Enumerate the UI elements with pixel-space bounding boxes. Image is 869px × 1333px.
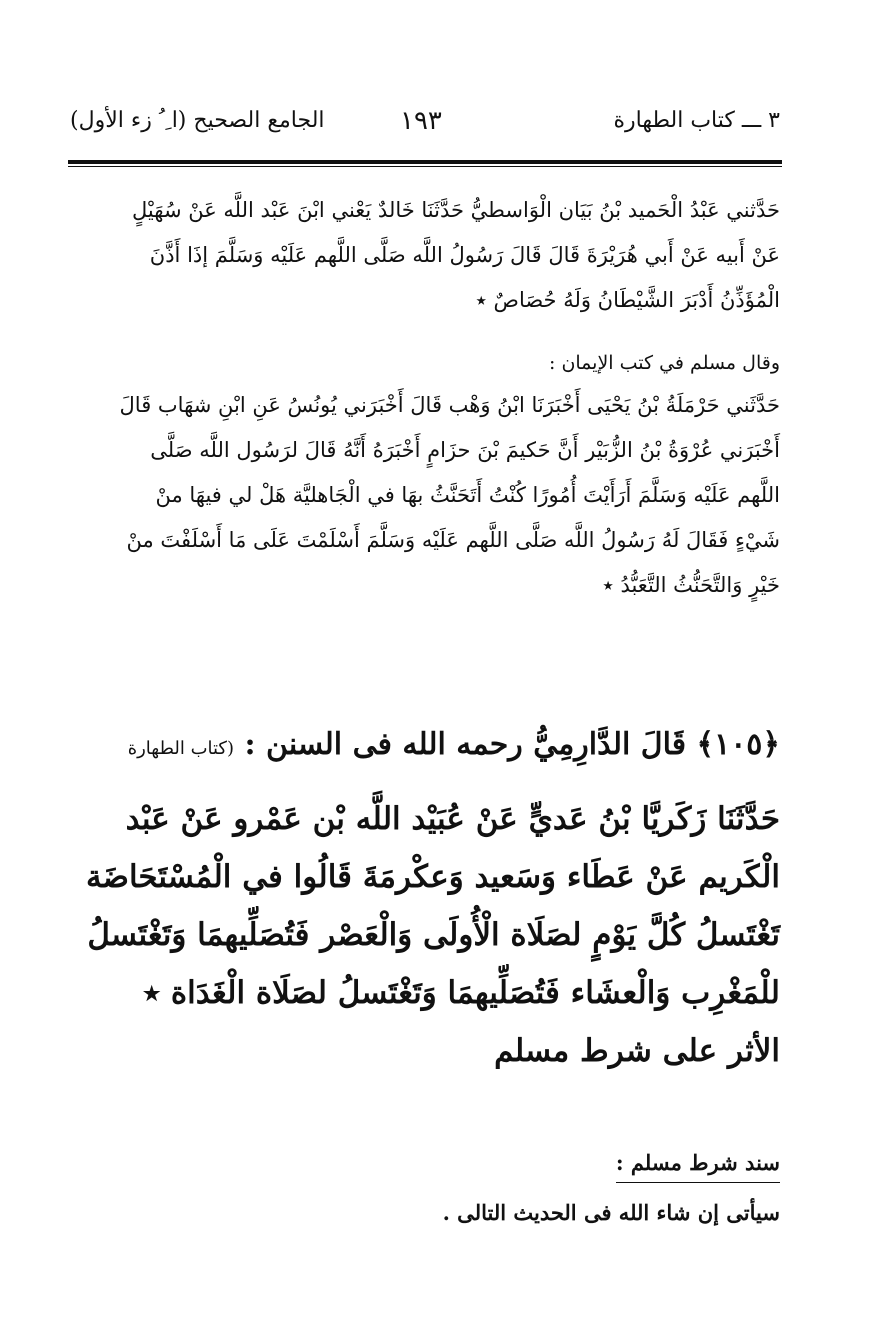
paragraph-2 bbox=[80, 383, 780, 608]
text-line: حَدَّثَني حَرْمَلَةُ بْنُ يَحْيَى أَخْبَرَنَا ابْنُ وَهْب قَالَ أَخْبَرَني يُونُسُ عَنِ ابْنِ شهَاب قَالَ bbox=[119, 393, 780, 417]
header-rule-thin bbox=[68, 166, 782, 167]
text-line: شَيْءٍ فَقَالَ لَهُ رَسُولُ اللَّه صَلَّى اللَّهم عَلَيْه وَسَلَّمَ أَسْلَمْتَ عَلَى مَا أَسْلَفْتَ منْ bbox=[126, 528, 780, 552]
note-heading: سند شرط مسلم : bbox=[616, 1148, 780, 1183]
text-line: اللَّهم عَلَيْه وَسَلَّمَ أَرَأَيْتَ أُمُورًا كُنْتُ أَتَحَنَّثُ بهَا في الْجَاهليَّة هَلْ لي فيهَا منْ bbox=[155, 483, 780, 507]
text-line: الْمُؤَذِّنُ أَدْبَرَ الشَّيْطَانُ وَلَهُ حُصَاصٌ ٭ bbox=[475, 288, 780, 312]
note-heading-wrap bbox=[616, 1148, 780, 1183]
hadith-heading bbox=[128, 727, 780, 762]
hadith-text bbox=[60, 790, 780, 1080]
source-note: (كتاب الطهارة bbox=[127, 738, 235, 759]
header-rule bbox=[68, 160, 782, 164]
paragraph-1 bbox=[80, 188, 780, 323]
subheading-muslim: وقال مسلم في كتب الإيمان : bbox=[549, 352, 780, 374]
text-line: خَيْرٍ وَالتَّحَنُّثُ التَّعَبُّدُ ٭ bbox=[602, 573, 780, 597]
page-header bbox=[70, 108, 780, 148]
text-line: أَخْبَرَني عُرْوَةُ بْنُ الزُّبَيْر أَنَّ حَكيمَ بْنَ حزَامٍ أَخْبَرَهُ أَنَّهُ قَالَ لرَسُول اللَّه صَلَّى bbox=[150, 438, 780, 462]
hadith-line: تَغْتَسلُ كُلَّ يَوْمٍ لصَلَاة الْأُولَى وَالْعَصْر فَتُصَلِّيهمَا وَتَغْتَسلُ bbox=[87, 917, 780, 953]
chapter-title: ٣ ـــ كتاب الطهارة bbox=[613, 108, 780, 133]
hadith-number: ﴿١٠٥﴾ bbox=[696, 727, 780, 762]
hadith-line: للْمَغْرِب وَالْعشَاء فَتُصَلِّيهمَا وَتَغْتَسلُ لصَلَاة الْغَدَاة ٭ bbox=[143, 975, 780, 1011]
page-number: ١٩٣ bbox=[400, 106, 442, 136]
text-line: عَنْ أَبيه عَنْ أَبي هُرَيْرَةَ قَالَ قَالَ رَسُولُ اللَّه صَلَّى اللَّهم عَلَيْه وَسَلَّمَ إذَا أَذَّنَ bbox=[149, 243, 780, 267]
hadith-line: الأثر على شرط مسلم bbox=[494, 1033, 780, 1069]
note-text: سيأتى إن شاء الله فى الحديث التالى . bbox=[442, 1200, 780, 1225]
hadith-line: الْكَريم عَنْ عَطَاء وَسَعيد وَعكْرمَةَ قَالُوا في الْمُسْتَحَاضَة bbox=[86, 859, 780, 895]
book-title: الجامع الصحيح (ا ِ ُ زء الأول) bbox=[70, 108, 325, 133]
hadith-intro: قَالَ الدَّارِمِيُّ رحمه الله فى السنن : bbox=[244, 727, 687, 762]
text-line: حَدَّثني عَبْدُ الْحَميد بْنُ بَيَان الْوَاسطيُّ حَدَّثَنَا خَالدٌ يَعْني ابْنَ عَبْد اللَّه عَنْ سُهَيْلٍ bbox=[132, 198, 780, 222]
hadith-line: حَدَّثَنَا زَكَريَّا بْنُ عَديٍّ عَنْ عُبَيْد اللَّه بْن عَمْرو عَنْ عَبْد bbox=[125, 801, 780, 837]
